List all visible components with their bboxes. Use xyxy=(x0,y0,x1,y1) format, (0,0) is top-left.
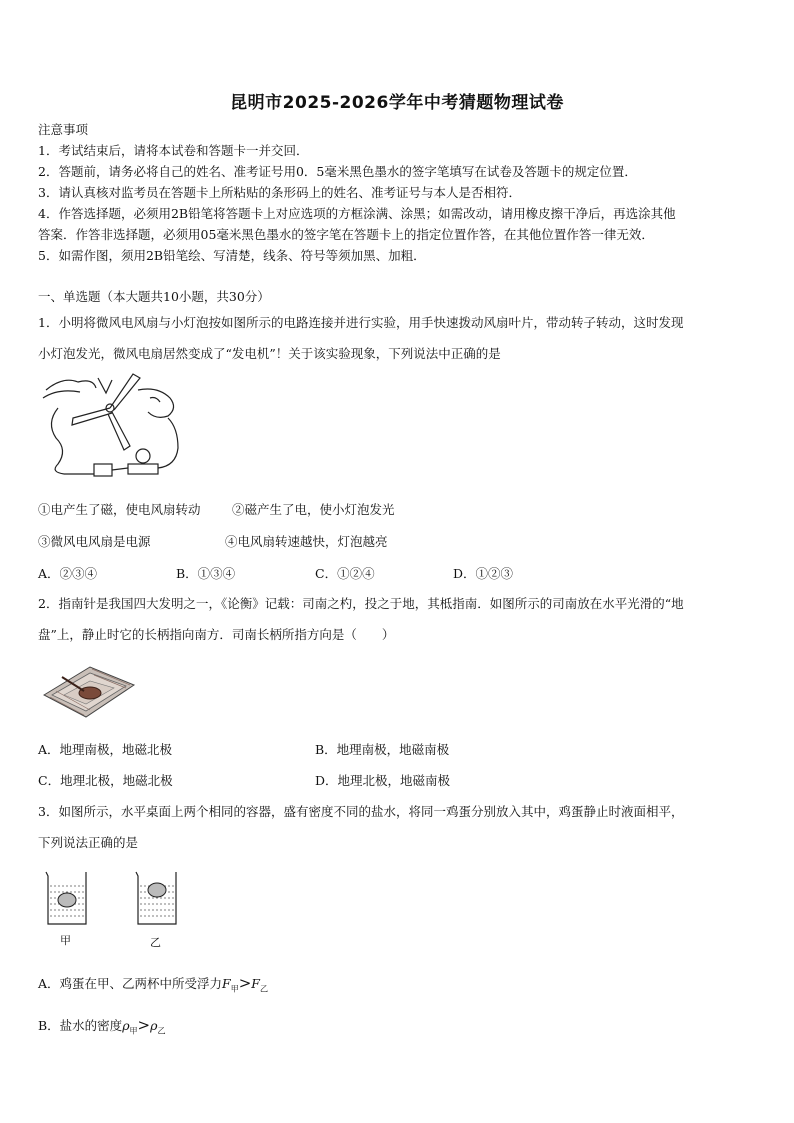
q3-option-b-text: B．盐水的密度 xyxy=(38,1018,123,1033)
density-symbol: ρ xyxy=(122,1018,130,1033)
q1-option-d[interactable]: D．①②③ xyxy=(453,566,514,581)
section-heading: 一、单选题（本大题共10小题，共30分） xyxy=(38,289,270,304)
q1-option-a[interactable]: A．②③④ xyxy=(38,566,98,581)
notice-item: 2．答题前，请务必将自己的姓名、准考证号用0．5毫米黑色墨水的签字笔填写在试卷及答题卡的规定位置． xyxy=(38,164,637,179)
subscript-jia: 甲 xyxy=(129,1026,138,1036)
notice-item: 3．请认真核对监考员在答题卡上所粘贴的条形码上的姓名、准考证号与本人是否相符． xyxy=(38,185,521,200)
q2-stem-line2: 盘”上，静止时它的长柄指向南方．司南长柄所指方向是（ ） xyxy=(38,627,395,642)
q3-option-a-text: A．鸡蛋在甲、乙两杯中所受浮力 xyxy=(38,976,223,991)
subscript-jia: 甲 xyxy=(230,984,239,994)
q2-option-b[interactable]: B．地理南极，地磁南极 xyxy=(315,742,450,757)
q2-option-c[interactable]: C．地理北极，地磁北极 xyxy=(38,773,173,788)
notice-heading: 注意事项 xyxy=(38,122,89,137)
q1-statement-2: ②磁产生了电，使小灯泡发光 xyxy=(232,502,395,517)
q1-option-c[interactable]: C．①②④ xyxy=(315,566,375,581)
subscript-yi: 乙 xyxy=(259,984,268,994)
q2-sinan-compass-figure xyxy=(40,655,136,719)
q3-stem-line1: 3．如图所示，水平桌面上两个相同的容器，盛有密度不同的盐水，将同一鸡蛋分别放入其中，鸡蛋静止时液面相平， xyxy=(38,804,684,819)
greater-than-sign: > xyxy=(238,974,252,992)
subscript-yi: 乙 xyxy=(157,1026,166,1036)
notice-item: 5．如需作图，须用2B铅笔绘、写清楚，线条、符号等须加黑、加粗． xyxy=(38,248,426,263)
q3-beaker-label-yi: 乙 xyxy=(150,936,161,949)
q1-fan-circuit-figure xyxy=(38,368,186,486)
page-title: 昆明市2025-2026学年中考猜题物理试卷 xyxy=(230,93,564,113)
notice-item: 1．考试结束后，请将本试卷和答题卡一并交回． xyxy=(38,143,309,158)
q1-statement-3: ③微风电风扇是电源 xyxy=(38,534,151,549)
q1-stem-line2: 小灯泡发光，微风电扇居然变成了“发电机”！关于该实验现象，下列说法中正确的是 xyxy=(38,346,501,361)
q1-stem-line1: 1．小明将微风电风扇与小灯泡按如图所示的电路连接并进行实验，用手快速拨动风扇叶片，带动转子转动，这时发现 xyxy=(38,315,684,330)
density-symbol: ρ xyxy=(150,1018,158,1033)
q3-option-a[interactable] xyxy=(38,974,268,995)
q3-beakers-figure xyxy=(40,868,180,936)
notice-item: 4．作答选择题，必须用2B铅笔将答题卡上对应选项的方框涂满、涂黑；如需改动，请用橡皮擦干净后，再选涂其他 xyxy=(38,206,676,221)
q3-stem-line2: 下列说法正确的是 xyxy=(38,835,139,850)
q2-stem-line1: 2．指南针是我国四大发明之一，《论衡》记载：司南之杓，投之于地，其柢指南．如图所示的司南放在水平光滑的“地 xyxy=(38,596,684,611)
q3-option-b[interactable] xyxy=(38,1016,165,1037)
notice-item: 答案．作答非选择题，必须用05毫米黑色墨水的签字笔在答题卡上的指定位置作答，在其他位置作答一律无效． xyxy=(38,227,654,242)
q1-statement-1: ①电产生了磁，使电风扇转动 xyxy=(38,502,201,517)
q1-statement-4: ④电风扇转速越快，灯泡越亮 xyxy=(225,534,388,549)
force-symbol: F xyxy=(251,976,260,991)
q3-beaker-label-jia: 甲 xyxy=(60,934,71,947)
q2-option-d[interactable]: D．地理北极，地磁南极 xyxy=(315,773,451,788)
q2-option-a[interactable]: A．地理南极，地磁北极 xyxy=(38,742,173,757)
q1-option-b[interactable]: B．①③④ xyxy=(176,566,236,581)
force-symbol: F xyxy=(222,976,231,991)
greater-than-sign: > xyxy=(137,1016,151,1034)
